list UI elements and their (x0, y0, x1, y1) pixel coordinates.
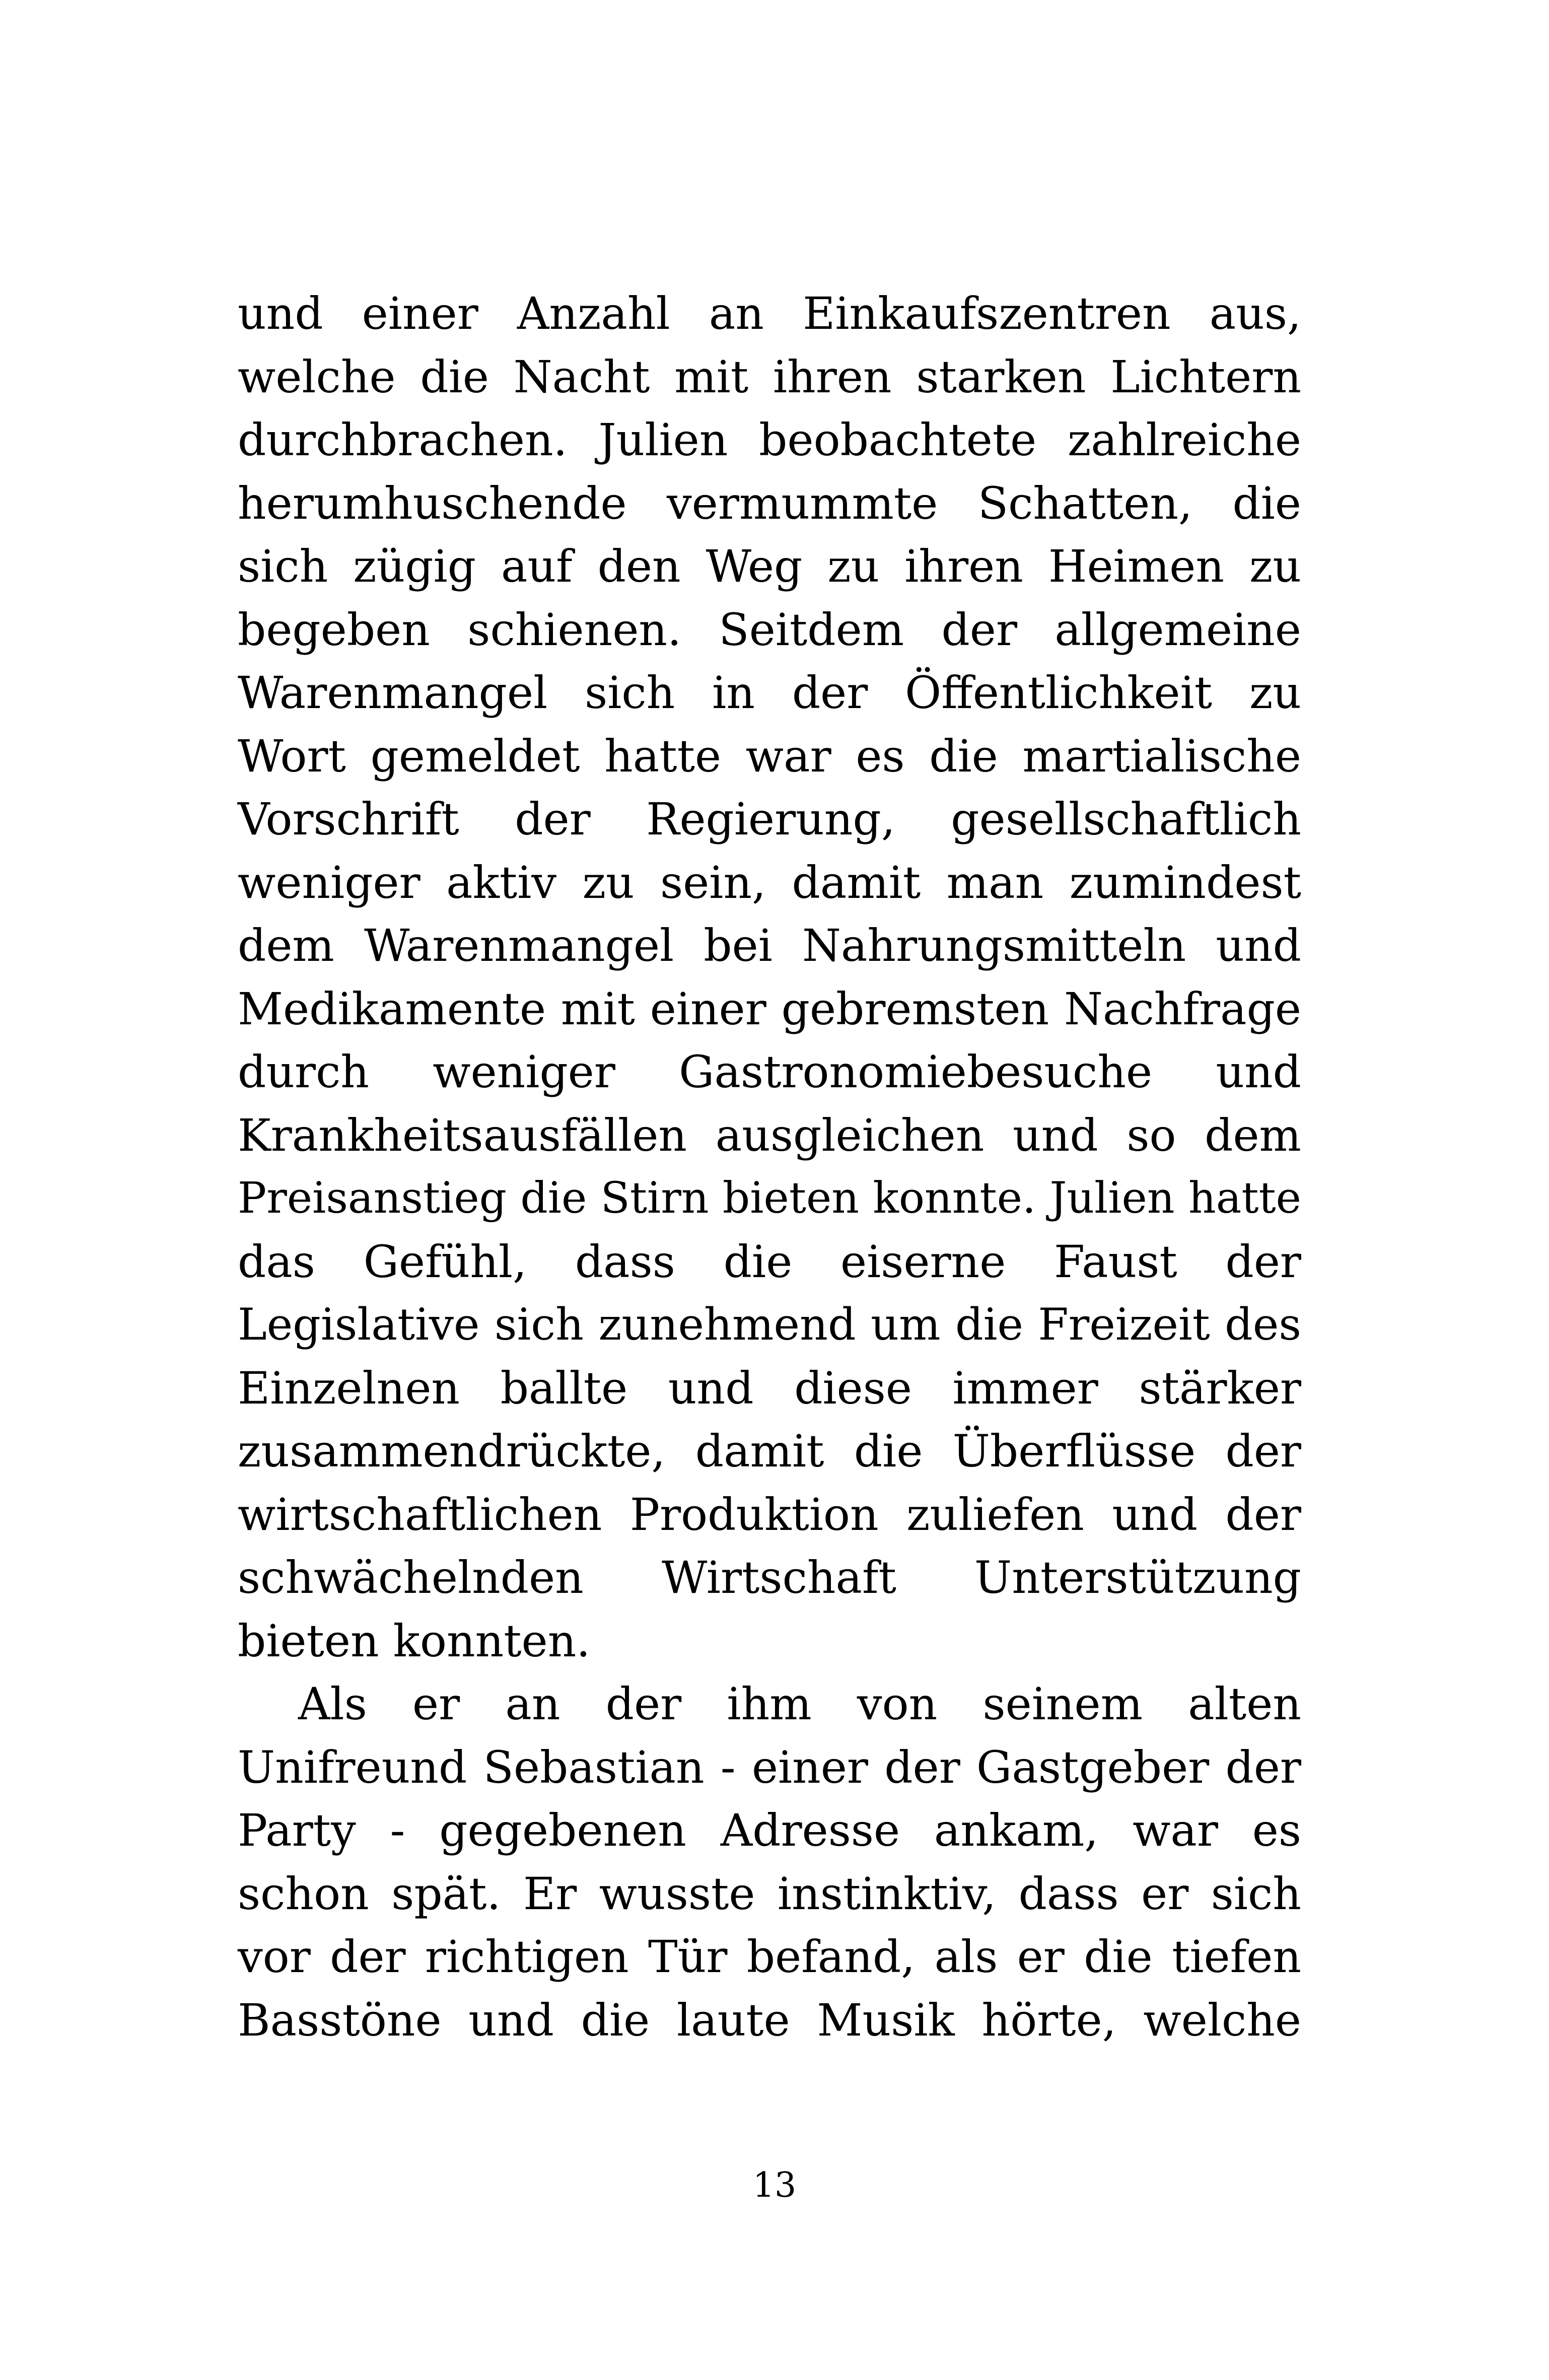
text-line: Krankheitsausfällen ausgleichen und so dem (238, 1109, 1301, 1161)
text-line: Vorschrift der Regierung, gesellschaftlich (238, 793, 1301, 845)
text-line: begeben schienen. Seitdem der allgemeine (238, 603, 1301, 656)
text-line: sich zügig auf den Weg zu ihren Heimen zu (238, 540, 1301, 592)
text-line: Unifreund Sebastian - einer der Gastgeber der (238, 1741, 1301, 1793)
text-line: bieten konnten. (238, 1615, 591, 1667)
text-line: Warenmangel sich in der Öffentlichkeit zu (238, 667, 1301, 719)
text-line: Preisanstieg die Stirn bieten konnte. Julien hatte (238, 1173, 1301, 1223)
text-line: Party - gegebenen Adresse ankam, war es (238, 1804, 1301, 1856)
text-line: zusammendrückte, damit die Überflüsse der (238, 1425, 1301, 1477)
paragraph-2 (238, 1672, 1301, 2052)
text-line: Legislative sich zunehmend um die Freizeit des (238, 1299, 1301, 1350)
text-line: durchbrachen. Julien beobachtete zahlreiche (238, 414, 1301, 466)
text-line: wirtschaftlichen Produktion zuliefen und der (238, 1488, 1301, 1541)
text-line: Basstöne und die laute Musik hörte, welche (238, 1994, 1301, 2046)
text-line: schwächelnden Wirtschaft Unterstützung (238, 1552, 1301, 1603)
text-line: das Gefühl, dass die eiserne Faust der (238, 1235, 1301, 1288)
paragraph-1 (238, 282, 1301, 1672)
text-line: und einer Anzahl an Einkaufszentren aus, (238, 288, 1301, 339)
body-text (238, 282, 1301, 2052)
text-line: Als er an der ihm von seinem alten (298, 1678, 1301, 1730)
text-line: Medikamente mit einer gebremsten Nachfrage (238, 983, 1301, 1035)
page-number: 13 (752, 2165, 797, 2205)
text-line: Wort gemeldet hatte war es die martialische (238, 730, 1301, 782)
text-line: durch weniger Gastronomiebesuche und (238, 1046, 1301, 1098)
text-line: schon spät. Er wusste instinktiv, dass er sich (238, 1867, 1301, 1920)
text-line: vor der richtigen Tür befand, als er die tiefen (238, 1931, 1301, 1983)
text-line: weniger aktiv zu sein, damit man zumindest (238, 856, 1301, 908)
text-line: dem Warenmangel bei Nahrungsmitteln und (238, 920, 1301, 971)
text-line: herumhuschende vermummte Schatten, die (238, 477, 1301, 529)
text-line: welche die Nacht mit ihren starken Lichtern (238, 351, 1301, 403)
text-line: Einzelnen ballte und diese immer stärker (238, 1362, 1301, 1414)
